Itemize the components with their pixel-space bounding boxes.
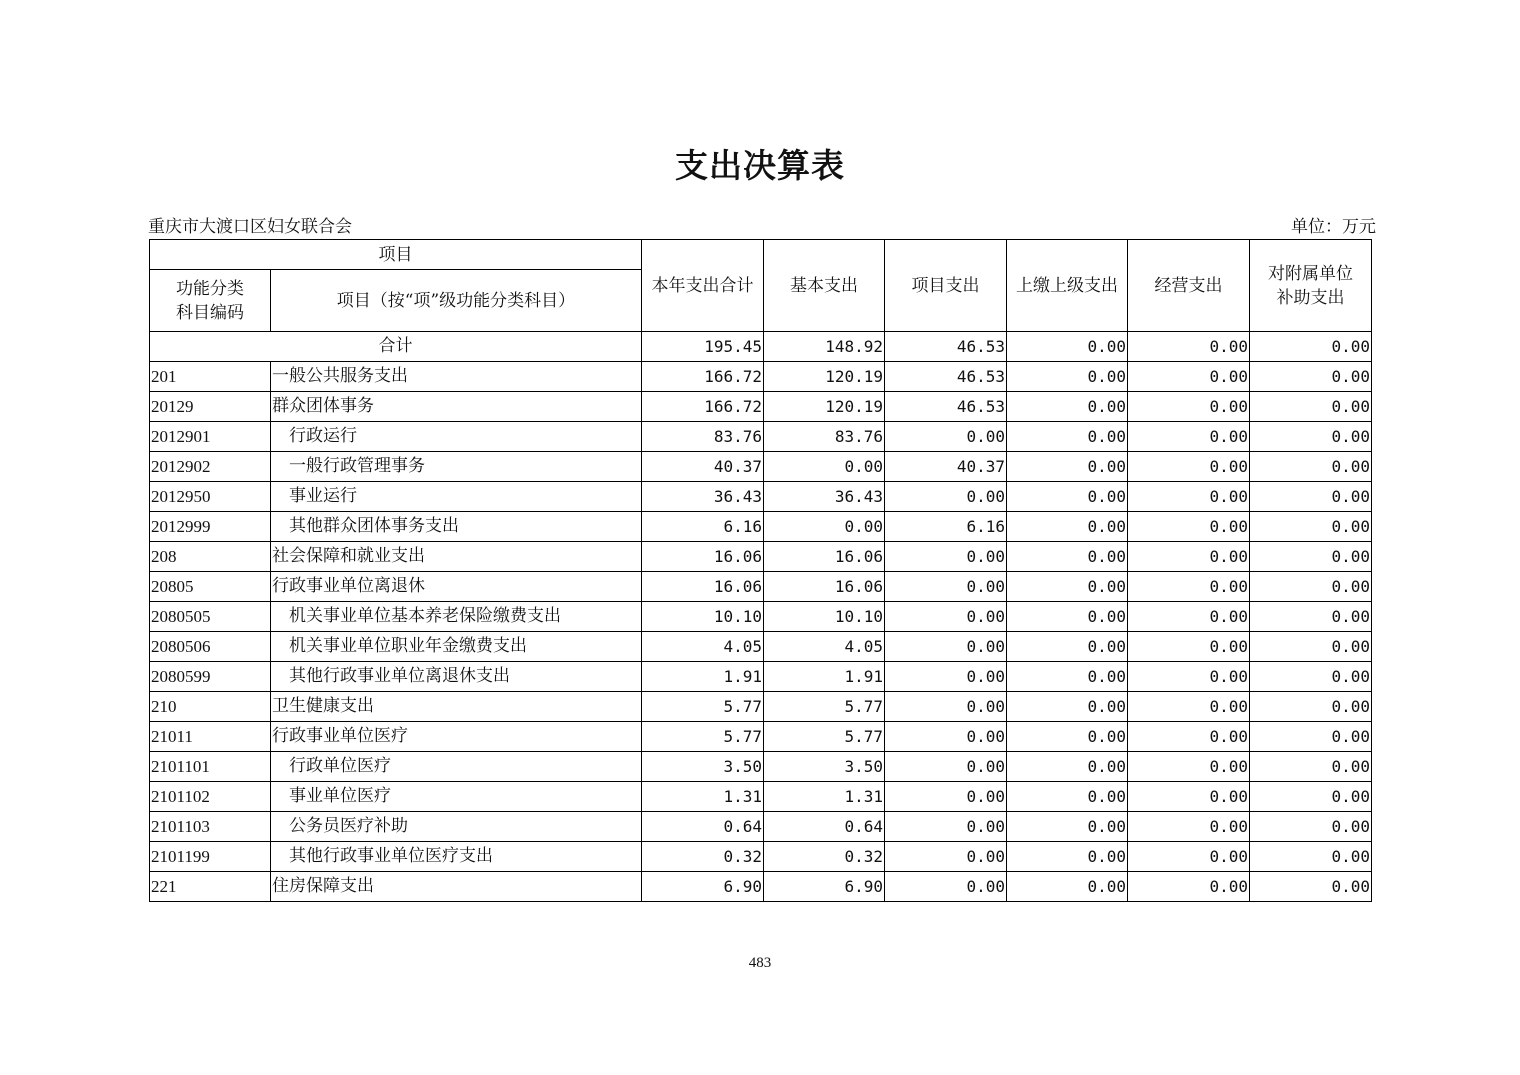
item-name: 其他群众团体事务支出 [271, 512, 642, 542]
function-code: 2101101 [150, 752, 271, 782]
amount-cell: 0.00 [885, 812, 1007, 842]
table-row [150, 632, 1372, 662]
item-name: 卫生健康支出 [271, 692, 642, 722]
item-name: 机关事业单位基本养老保险缴费支出 [271, 602, 642, 632]
amount-cell: 40.37 [885, 452, 1007, 482]
amount-cell: 0.00 [1128, 752, 1250, 782]
amount-cell: 0.00 [1128, 842, 1250, 872]
amount-cell: 5.77 [642, 722, 764, 752]
amount-cell: 6.90 [764, 872, 885, 902]
amount-cell: 0.00 [1128, 572, 1250, 602]
amount-cell: 0.00 [1250, 572, 1372, 602]
amount-cell: 0.00 [1128, 812, 1250, 842]
amount-cell: 0.00 [1128, 362, 1250, 392]
item-name: 一般公共服务支出 [271, 362, 642, 392]
function-code: 2012902 [150, 452, 271, 482]
amount-cell: 0.00 [1128, 512, 1250, 542]
amount-cell: 0.00 [1250, 362, 1372, 392]
amount-cell: 0.00 [1250, 542, 1372, 572]
table-row [150, 602, 1372, 632]
function-code: 2012950 [150, 482, 271, 512]
amount-cell: 0.00 [1007, 542, 1128, 572]
table-row [150, 872, 1372, 902]
amount-cell: 36.43 [764, 482, 885, 512]
amount-cell: 0.00 [885, 422, 1007, 452]
amount-cell: 6.16 [885, 512, 1007, 542]
amount-cell: 0.00 [1128, 482, 1250, 512]
amount-cell: 0.00 [885, 662, 1007, 692]
item-name: 一般行政管理事务 [271, 452, 642, 482]
amount-cell: 0.00 [1250, 482, 1372, 512]
item-name: 事业运行 [271, 482, 642, 512]
amount-cell: 0.00 [1250, 722, 1372, 752]
amount-cell: 0.00 [1250, 842, 1372, 872]
amount-cell: 166.72 [642, 362, 764, 392]
table-row [150, 752, 1372, 782]
header-basic-expenditure: 基本支出 [764, 240, 885, 332]
amount-cell: 0.00 [885, 752, 1007, 782]
amount-cell: 0.00 [1250, 452, 1372, 482]
amount-cell: 5.77 [764, 692, 885, 722]
amount-cell: 46.53 [885, 392, 1007, 422]
amount-cell: 5.77 [764, 722, 885, 752]
amount-cell: 0.00 [1007, 722, 1128, 752]
amount-cell: 46.53 [885, 362, 1007, 392]
page-number: 483 [748, 955, 772, 971]
amount-cell: 166.72 [642, 392, 764, 422]
amount-cell: 0.00 [885, 842, 1007, 872]
function-code: 20129 [150, 392, 271, 422]
total-value: 0.00 [1250, 332, 1372, 362]
amount-cell: 0.00 [1128, 542, 1250, 572]
function-code: 221 [150, 872, 271, 902]
amount-cell: 0.00 [1007, 572, 1128, 602]
item-name: 其他行政事业单位离退休支出 [271, 662, 642, 692]
item-name: 机关事业单位职业年金缴费支出 [271, 632, 642, 662]
amount-cell: 1.31 [764, 782, 885, 812]
item-name: 事业单位医疗 [271, 782, 642, 812]
amount-cell: 16.06 [764, 572, 885, 602]
amount-cell: 36.43 [642, 482, 764, 512]
amount-cell: 0.00 [1250, 422, 1372, 452]
amount-cell: 3.50 [642, 752, 764, 782]
function-code: 2012999 [150, 512, 271, 542]
total-value: 0.00 [1007, 332, 1128, 362]
header-item-name: 项目（按“项”级功能分类科目） [271, 270, 642, 332]
amount-cell: 6.16 [642, 512, 764, 542]
amount-cell: 0.00 [764, 512, 885, 542]
amount-cell: 10.10 [764, 602, 885, 632]
table-row [150, 482, 1372, 512]
header-function-code: 功能分类 科目编码 [150, 270, 271, 332]
amount-cell: 16.06 [642, 542, 764, 572]
amount-cell: 0.00 [1250, 752, 1372, 782]
amount-cell: 40.37 [642, 452, 764, 482]
amount-cell: 0.00 [885, 572, 1007, 602]
table-row [150, 392, 1372, 422]
total-value: 195.45 [642, 332, 764, 362]
amount-cell: 83.76 [764, 422, 885, 452]
amount-cell: 120.19 [764, 362, 885, 392]
amount-cell: 0.00 [1250, 602, 1372, 632]
amount-cell: 0.00 [1007, 692, 1128, 722]
amount-cell: 1.91 [642, 662, 764, 692]
total-label: 合计 [150, 332, 642, 362]
amount-cell: 0.00 [885, 782, 1007, 812]
amount-cell: 1.31 [642, 782, 764, 812]
amount-cell: 0.00 [1128, 602, 1250, 632]
amount-cell: 0.00 [1007, 632, 1128, 662]
amount-cell: 10.10 [642, 602, 764, 632]
function-code: 2012901 [150, 422, 271, 452]
amount-cell: 0.00 [1007, 812, 1128, 842]
function-code: 2101103 [150, 812, 271, 842]
function-code: 2080599 [150, 662, 271, 692]
function-code: 2101102 [150, 782, 271, 812]
amount-cell: 0.00 [1128, 392, 1250, 422]
function-code: 21011 [150, 722, 271, 752]
amount-cell: 120.19 [764, 392, 885, 422]
amount-cell: 0.00 [1250, 782, 1372, 812]
amount-cell: 16.06 [642, 572, 764, 602]
total-value: 46.53 [885, 332, 1007, 362]
amount-cell: 0.00 [1250, 662, 1372, 692]
item-name: 公务员医疗补助 [271, 812, 642, 842]
header-business-expenditure: 经营支出 [1128, 240, 1250, 332]
amount-cell: 0.32 [764, 842, 885, 872]
table-row [150, 662, 1372, 692]
amount-cell: 0.00 [885, 632, 1007, 662]
amount-cell: 0.00 [1250, 512, 1372, 542]
amount-cell: 4.05 [642, 632, 764, 662]
header-upper-remittance: 上缴上级支出 [1007, 240, 1128, 332]
table-row [150, 422, 1372, 452]
amount-cell: 0.00 [1007, 362, 1128, 392]
item-name: 社会保障和就业支出 [271, 542, 642, 572]
function-code: 2101199 [150, 842, 271, 872]
table-row [150, 452, 1372, 482]
table-row [150, 542, 1372, 572]
amount-cell: 0.00 [1128, 782, 1250, 812]
amount-cell: 0.00 [1250, 692, 1372, 722]
table-row [150, 362, 1372, 392]
amount-cell: 1.91 [764, 662, 885, 692]
table-row [150, 692, 1372, 722]
amount-cell: 0.00 [885, 482, 1007, 512]
item-name: 行政事业单位离退休 [271, 572, 642, 602]
item-name: 住房保障支出 [271, 872, 642, 902]
amount-cell: 0.64 [642, 812, 764, 842]
amount-cell: 0.00 [1250, 872, 1372, 902]
item-name: 其他行政事业单位医疗支出 [271, 842, 642, 872]
expenditure-table [149, 239, 1372, 902]
amount-cell: 0.00 [1007, 872, 1128, 902]
amount-cell: 0.00 [1250, 392, 1372, 422]
amount-cell: 0.00 [1007, 752, 1128, 782]
amount-cell: 0.00 [1250, 812, 1372, 842]
total-row [150, 332, 1372, 362]
amount-cell: 0.00 [1128, 872, 1250, 902]
amount-cell: 6.90 [642, 872, 764, 902]
header-project-expenditure: 项目支出 [885, 240, 1007, 332]
item-name: 群众团体事务 [271, 392, 642, 422]
unit-label: 单位：万元 [1291, 217, 1376, 237]
amount-cell: 0.00 [885, 722, 1007, 752]
amount-cell: 3.50 [764, 752, 885, 782]
amount-cell: 0.00 [1128, 662, 1250, 692]
amount-cell: 16.06 [764, 542, 885, 572]
amount-cell: 5.77 [642, 692, 764, 722]
table-row [150, 842, 1372, 872]
amount-cell: 0.00 [885, 602, 1007, 632]
item-name: 行政单位医疗 [271, 752, 642, 782]
amount-cell: 0.00 [885, 872, 1007, 902]
header-subsidiary-subsidy: 对附属单位 补助支出 [1250, 240, 1372, 332]
function-code: 210 [150, 692, 271, 722]
amount-cell: 0.00 [885, 692, 1007, 722]
amount-cell: 4.05 [764, 632, 885, 662]
amount-cell: 0.00 [1128, 422, 1250, 452]
amount-cell: 0.00 [764, 452, 885, 482]
amount-cell: 0.00 [1128, 632, 1250, 662]
amount-cell: 0.32 [642, 842, 764, 872]
amount-cell: 0.00 [885, 542, 1007, 572]
table-row [150, 722, 1372, 752]
function-code: 208 [150, 542, 271, 572]
item-name: 行政事业单位医疗 [271, 722, 642, 752]
function-code: 20805 [150, 572, 271, 602]
amount-cell: 0.00 [1007, 482, 1128, 512]
organization-name: 重庆市大渡口区妇女联合会 [148, 217, 352, 237]
amount-cell: 0.00 [1007, 512, 1128, 542]
amount-cell: 0.00 [1128, 452, 1250, 482]
table-row [150, 782, 1372, 812]
amount-cell: 83.76 [642, 422, 764, 452]
item-name: 行政运行 [271, 422, 642, 452]
amount-cell: 0.00 [1007, 422, 1128, 452]
amount-cell: 0.64 [764, 812, 885, 842]
amount-cell: 0.00 [1128, 722, 1250, 752]
function-code: 2080505 [150, 602, 271, 632]
amount-cell: 0.00 [1007, 662, 1128, 692]
page-title: 支出决算表 [675, 146, 845, 185]
header-total-expenditure: 本年支出合计 [642, 240, 764, 332]
amount-cell: 0.00 [1250, 632, 1372, 662]
function-code: 201 [150, 362, 271, 392]
amount-cell: 0.00 [1007, 452, 1128, 482]
amount-cell: 0.00 [1007, 782, 1128, 812]
table-row [150, 572, 1372, 602]
amount-cell: 0.00 [1007, 842, 1128, 872]
table-row [150, 512, 1372, 542]
amount-cell: 0.00 [1128, 692, 1250, 722]
amount-cell: 0.00 [1007, 392, 1128, 422]
amount-cell: 0.00 [1007, 602, 1128, 632]
table-row [150, 812, 1372, 842]
function-code: 2080506 [150, 632, 271, 662]
total-value: 148.92 [764, 332, 885, 362]
header-project: 项目 [150, 240, 642, 270]
total-value: 0.00 [1128, 332, 1250, 362]
